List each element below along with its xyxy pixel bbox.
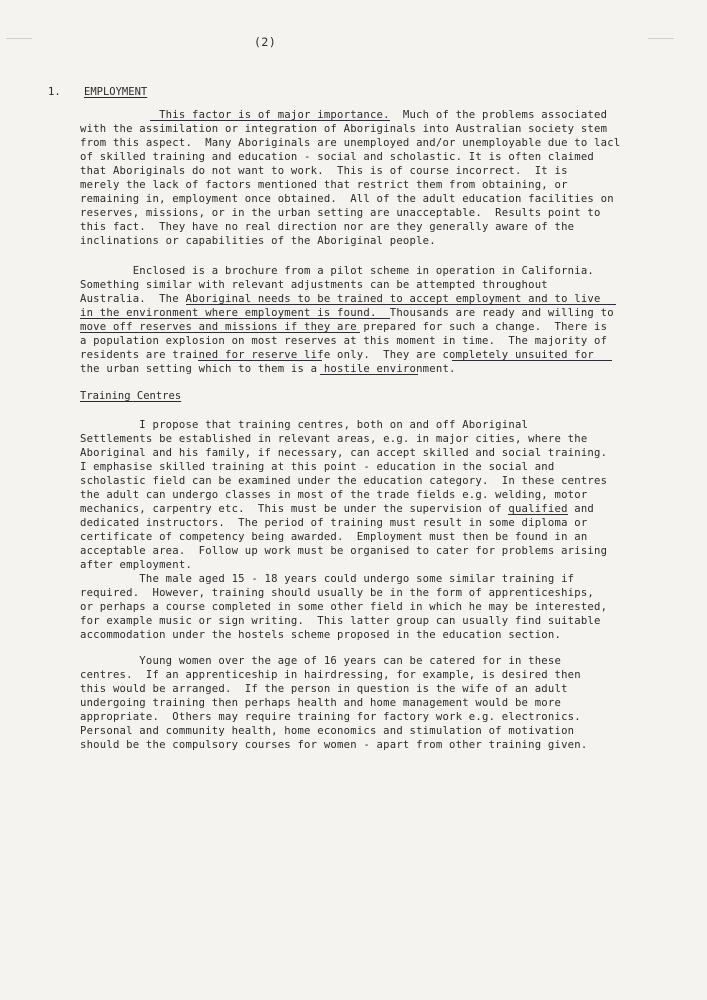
- handwritten-underline: [508, 514, 568, 515]
- paragraph-3-line: after employment.: [80, 559, 193, 571]
- paragraph-1-line: This factor is of major importance. Much of the problems associated: [80, 109, 608, 121]
- handwritten-underline: [186, 304, 616, 305]
- scan-mark-left: [6, 30, 32, 39]
- paragraph-4-line: The male aged 15 - 18 years could undergo some similar training if: [80, 573, 575, 585]
- paragraph-2-line: Australia. The Aboriginal needs to be trained to accept employment and to live: [80, 293, 601, 305]
- handwritten-underline: [452, 360, 612, 361]
- paragraph-3-line: I emphasise skilled training at this point - education in the social and: [80, 461, 555, 473]
- paragraph-3-line: scholastic field can be examined under the education category. In these centres: [80, 475, 608, 487]
- handwritten-underline: [80, 332, 360, 333]
- paragraph-4-line: accommodation under the hostels scheme proposed in the education section.: [80, 629, 562, 641]
- paragraph-5-line: appropriate. Others may require training for factory work e.g. electronics.: [80, 711, 581, 723]
- paragraph-1-line: of skilled training and education - social and scholastic. It is often claimed: [80, 151, 595, 163]
- paragraph-2-line: Something similar with relevant adjustments can be attempted throughout: [80, 279, 548, 291]
- paragraph-5-line: Young women over the age of 16 years can be catered for in these: [80, 655, 562, 667]
- paragraph-3-line: Aboriginal and his family, if necessary, can accept skilled and social training.: [80, 447, 608, 459]
- paragraph-2-line: Enclosed is a brochure from a pilot scheme in operation in California.: [80, 265, 595, 277]
- paragraph-2-line: the urban setting which to them is a hostile environment.: [80, 363, 456, 375]
- scan-mark-right: [648, 30, 674, 39]
- paragraph-5-line: should be the compulsory courses for women - apart from other training given.: [80, 739, 588, 751]
- handwritten-underline: [198, 360, 322, 361]
- paragraph-4-line: or perhaps a course completed in some other field in which he may be interested,: [80, 601, 608, 613]
- paragraph-3-line: acceptable area. Follow up work must be organised to cater for problems arising: [80, 545, 608, 557]
- section-heading: EMPLOYMENT: [84, 86, 148, 98]
- paragraph-1-line: reserves, missions, or in the urban setting are unacceptable. Results point to: [80, 207, 601, 219]
- paragraph-1-line: this fact. They have no real direction nor are they generally aware of the: [80, 221, 575, 233]
- handwritten-underline: [150, 120, 390, 121]
- subheading-training-centres: Training Centres: [80, 390, 182, 402]
- page-number: (2): [254, 35, 277, 49]
- paragraph-1-line: from this aspect. Many Aboriginals are unemployed and/or unemployable due to lacl: [80, 137, 621, 149]
- paragraph-1-line: remaining in, employment once obtained. All of the adult education facilities on: [80, 193, 614, 205]
- paragraph-3-line: Settlements be established in relevant areas, e.g. in major cities, where the: [80, 433, 588, 445]
- section-number: 1.: [48, 86, 61, 98]
- paragraph-5-line: centres. If an apprenticeship in hairdressing, for example, is desired then: [80, 669, 581, 681]
- paragraph-1-line: merely the lack of factors mentioned that restrict them from obtaining, or: [80, 179, 568, 191]
- paragraph-3-line: the adult can undergo classes in most of the trade fields e.g. welding, motor: [80, 489, 588, 501]
- paragraph-2-line: a population explosion on most reserves at this moment in time. The majority of: [80, 335, 608, 347]
- paragraph-1-line: that Aboriginals do not want to work. This is of course incorrect. It is: [80, 165, 568, 177]
- paragraph-3-line: I propose that training centres, both on and off Aboriginal: [80, 419, 529, 431]
- paragraph-3-line: dedicated instructors. The period of training must result in some diploma or: [80, 517, 588, 529]
- paragraph-4-line: for example music or sign writing. This latter group can usually find suitable: [80, 615, 601, 627]
- handwritten-underline: [320, 374, 418, 375]
- paragraph-5-line: Personal and community health, home economics and stimulation of motivation: [80, 725, 575, 737]
- paragraph-3-line: certificate of competency being awarded. Employment must then be found in an: [80, 531, 588, 543]
- paragraph-2-line: move off reserves and missions if they are prepared for such a change. There is: [80, 321, 608, 333]
- paragraph-4-line: required. However, training should usually be in the form of apprenticeships,: [80, 587, 595, 599]
- paragraph-3-line: mechanics, carpentry etc. This must be under the supervision of qualified and: [80, 503, 595, 515]
- paragraph-5-line: undergoing training then perhaps health and home management would be more: [80, 697, 562, 709]
- paragraph-2-line: residents are trained for reserve life only. They are completely unsuited for: [80, 349, 595, 361]
- paragraph-1-line: with the assimilation or integration of Aboriginals into Australian society stem: [80, 123, 608, 135]
- paragraph-5-line: this would be arranged. If the person in question is the wife of an adult: [80, 683, 568, 695]
- paragraph-2-line: in the environment where employment is found. Thousands are ready and willing to: [80, 307, 614, 319]
- handwritten-underline: [80, 318, 390, 319]
- paragraph-1-line: inclinations or capabilities of the Aboriginal people.: [80, 235, 436, 247]
